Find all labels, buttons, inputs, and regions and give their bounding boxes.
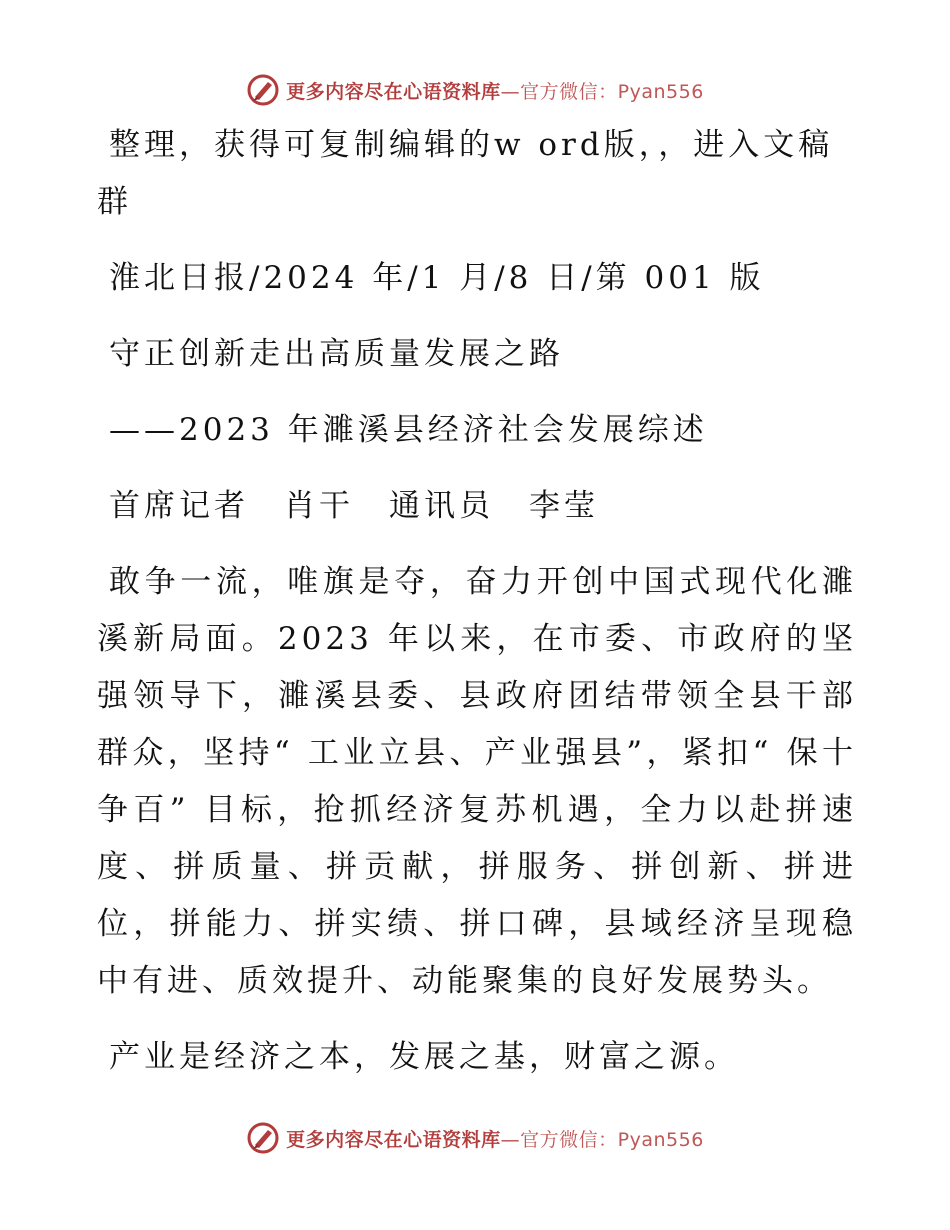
paragraph-1: 敢争一流，唯旗是夺，奋力开创中国式现代化濉溪新局面。2023 年以来，在市委、市政府的坚强领导下，濉溪县委、县政府团结带领全县干部群众，坚持“ 工业立县、产业强县”，紧扣“ 保十争百” 目标，抢抓经济复苏机遇，全力以赴拼速度、拼质量、拼贡献，拼服务、拼创新、拼进位，拼能力、拼实绩、拼口碑，县域经济呈现稳中有进、质效提升、动能聚集的良好发展势头。 [97, 564, 857, 999]
watermark-separator: — [500, 80, 521, 103]
paragraph-2: 产业是经济之本，发展之基，财富之源。 [109, 1039, 739, 1075]
watermark-text [286, 1125, 704, 1152]
watermark-separator: — [500, 1128, 521, 1151]
watermark-main: 更多内容尽在心语资料库 [286, 1128, 501, 1151]
watermark-main: 更多内容尽在心语资料库 [286, 80, 501, 103]
watermark-sub: 官方微信：Pyan556 [520, 80, 704, 103]
article-subtitle: ——2023 年濉溪县经济社会发展综述 [109, 412, 708, 448]
watermark-sub: 官方微信：Pyan556 [520, 1128, 704, 1151]
document-body [97, 117, 857, 1105]
intro-line: 整理，获得可复制编辑的w ord版，，进入文稿群 [97, 127, 834, 220]
watermark-header [0, 70, 950, 110]
article-title: 守正创新走出高质量发展之路 [109, 336, 564, 372]
watermark-footer [0, 1118, 950, 1158]
byline: 首席记者 肖干 通讯员 李莹 [109, 488, 599, 524]
brush-pen-logo-icon [246, 73, 280, 107]
source-line: 淮北日报/2024 年/1 月/8 日/第 001 版 [109, 260, 765, 296]
brush-pen-logo-icon [246, 1121, 280, 1155]
watermark-text [286, 77, 704, 104]
